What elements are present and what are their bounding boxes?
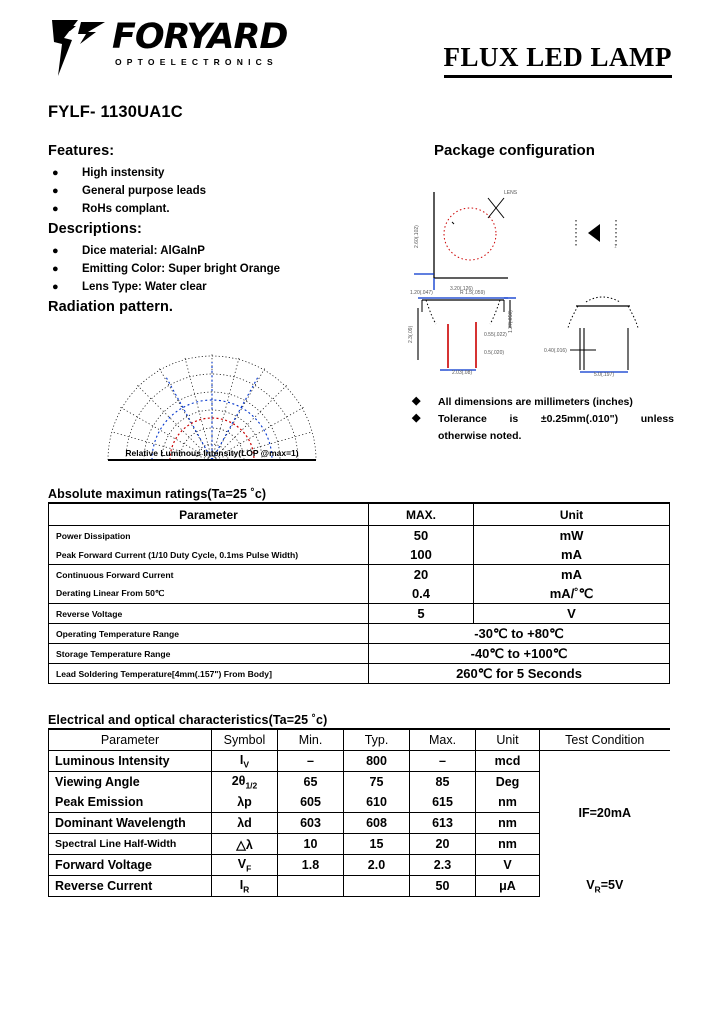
absolute-maximum-ratings-section [48, 487, 669, 684]
row-max: 615 [410, 792, 476, 813]
row-symbol: $V_F$ [212, 855, 278, 876]
column-header-min: Min. [278, 729, 344, 751]
bullet-icon: ● [52, 281, 59, 293]
row-unit: nm [476, 813, 540, 834]
row-symbol: $I_V$ [212, 751, 278, 772]
row-typ: 610 [344, 792, 410, 813]
test-condition-forward: IF=20mA [578, 806, 631, 821]
row-min: 603 [278, 813, 344, 834]
list-item [48, 164, 378, 182]
row-min: 65 [278, 772, 344, 793]
table-header-row [49, 729, 670, 751]
row-max: 85 [410, 772, 476, 793]
row-unit: Deg [476, 772, 540, 793]
svg-text:0.5(.020): 0.5(.020) [484, 350, 505, 356]
note-tolerance [408, 411, 674, 445]
row-value: 260℃ for 5 Seconds [369, 664, 670, 684]
column-header-max: Max. [410, 729, 476, 751]
row-max: 50 [410, 876, 476, 897]
list-item [48, 200, 378, 218]
svg-text:0.40(.016): 0.40(.016) [544, 348, 567, 354]
row-parameter: Dominant Wavelength [49, 813, 212, 834]
list-item [48, 260, 378, 278]
row-typ: 2.0 [344, 855, 410, 876]
row-parameter: Lead Soldering Temperature[4mm(.157") From Body] [49, 664, 369, 684]
row-parameter: Storage Temperature Range [49, 644, 369, 664]
electrical-characteristics-table [48, 728, 670, 897]
row-typ: 15 [344, 834, 410, 855]
row-max: 20 [410, 834, 476, 855]
bullet-icon: ● [52, 245, 59, 257]
diamond-bullet-icon: ◆ [412, 412, 421, 424]
svg-text:R 1.5(.059): R 1.5(.059) [460, 290, 486, 296]
svg-text:5.0(.197): 5.0(.197) [594, 372, 615, 378]
feature-text: RoHs complant. [82, 203, 170, 215]
note-text: All dimensions are millimeters (inches) [438, 396, 633, 408]
row-parameter: Operating Temperature Range [49, 624, 369, 644]
bullet-icon: ● [52, 167, 59, 179]
logo-mark-icon [48, 18, 108, 80]
row-symbol: $2\theta_{1/2}$ [212, 772, 278, 793]
svg-text:LENS: LENS [504, 190, 518, 196]
row-min: 605 [278, 792, 344, 813]
row-symbol: △λ [212, 834, 278, 855]
table-row [49, 545, 670, 565]
column-header-typ: Typ. [344, 729, 410, 751]
table-header-row [49, 503, 670, 526]
row-value: -40℃ to +100℃ [369, 644, 670, 664]
row-parameter: Peak Forward Current (1/10 Duty Cycle, 0.1ms Pulse Width) [49, 545, 369, 565]
row-parameter: Peak Emission [49, 792, 212, 813]
row-unit: mA [474, 565, 670, 585]
top-view-drawing [414, 190, 518, 292]
row-unit: nm [476, 792, 540, 813]
descriptions-heading: Descriptions: [48, 221, 142, 237]
table-row [49, 664, 670, 684]
row-parameter: Luminous Intensity [49, 751, 212, 772]
svg-text:2.03(.08): 2.03(.08) [452, 370, 473, 376]
svg-text:2.3(.09): 2.3(.09) [408, 325, 414, 343]
electrical-characteristics-title: Electrical and optical characteristics(Ta=25 ˚c) [48, 713, 328, 727]
svg-text:1.27(.050): 1.27(.050) [508, 310, 514, 333]
row-max: 2.3 [410, 855, 476, 876]
table-row [49, 565, 670, 585]
row-typ [344, 876, 410, 897]
row-max: 20 [369, 565, 474, 585]
note-text: Tolerance is ±0.25mm(.010") unless [438, 413, 674, 425]
electrical-optical-section [48, 713, 669, 897]
feature-text: High instensity [82, 167, 165, 179]
row-max: 100 [369, 545, 474, 565]
column-header-unit: Unit [474, 503, 670, 526]
table-row [49, 644, 670, 664]
svg-text:0.55(.022): 0.55(.022) [484, 332, 507, 338]
row-parameter: Spectral Line Half-Width [49, 834, 212, 855]
list-item [48, 182, 378, 200]
column-header-max: MAX. [369, 503, 474, 526]
package-configuration-title: Package configuration [434, 142, 595, 159]
description-text: Dice material: AlGaInP [82, 245, 205, 257]
row-min [278, 876, 344, 897]
radiation-pattern-heading: Radiation pattern. [48, 299, 174, 315]
row-value: -30℃ to +80℃ [369, 624, 670, 644]
row-min: 10 [278, 834, 344, 855]
row-parameter: Power Dissipation [49, 526, 369, 546]
diamond-bullet-icon: ◆ [412, 395, 421, 407]
row-min: – [278, 751, 344, 772]
absolute-ratings-table [48, 502, 670, 684]
bullet-icon: ● [52, 263, 59, 275]
list-item [48, 278, 378, 296]
features-list [48, 164, 378, 218]
package-notes [408, 394, 674, 445]
row-unit: mW [474, 526, 670, 546]
side-view-drawing [408, 290, 516, 376]
row-max: 5 [369, 604, 474, 624]
package-drawing [404, 178, 680, 378]
feature-text: General purpose leads [82, 185, 206, 197]
row-parameter: Forward Voltage [49, 855, 212, 876]
bullet-icon: ● [52, 203, 59, 215]
table-row [49, 584, 670, 604]
column-header-symbol: Symbol [212, 729, 278, 751]
note-text-cont: otherwise noted. [438, 430, 522, 442]
part-number: FYLF- 1130UA1C [48, 103, 183, 121]
row-max: – [410, 751, 476, 772]
descriptions-list [48, 242, 378, 296]
table-row [49, 876, 670, 897]
row-unit: μA [476, 876, 540, 897]
features-heading: Features: [48, 143, 115, 159]
row-parameter: Derating Linear From 50℃ [49, 584, 369, 604]
company-logo [48, 18, 288, 80]
column-header-test-condition: Test Condition [540, 729, 670, 751]
table-row [49, 751, 670, 772]
logo-tagline: OPTOELECTRONICS [115, 57, 278, 67]
row-parameter: Reverse Current [49, 876, 212, 897]
note-dimensions [408, 394, 674, 411]
row-unit: V [474, 604, 670, 624]
row-typ: 608 [344, 813, 410, 834]
row-unit: mA/˚℃ [474, 584, 670, 604]
row-parameter: Continuous Forward Current [49, 565, 369, 585]
row-typ: 75 [344, 772, 410, 793]
front-view-drawing [544, 297, 638, 378]
svg-text:3.20(.126): 3.20(.126) [450, 286, 473, 292]
row-max: 613 [410, 813, 476, 834]
row-max: 50 [369, 526, 474, 546]
left-column [48, 143, 378, 315]
row-symbol: λp [212, 792, 278, 813]
table-row [49, 604, 670, 624]
row-parameter: Reverse Voltage [49, 604, 369, 624]
table-row [49, 624, 670, 644]
row-symbol: λd [212, 813, 278, 834]
row-max: 0.4 [369, 584, 474, 604]
test-condition-reverse: $V_R=5V$ [586, 877, 624, 895]
absolute-ratings-title: Absolute maximun ratings(Ta=25 ˚c) [48, 487, 267, 501]
row-min: 1.8 [278, 855, 344, 876]
document-title: FLUX LED LAMP [444, 42, 673, 78]
bullet-icon: ● [52, 185, 59, 197]
page-header [48, 14, 672, 92]
svg-text:1.20(.047): 1.20(.047) [410, 290, 433, 296]
description-text: Emitting Color: Super bright Orange [82, 263, 281, 275]
row-parameter: Viewing Angle [49, 772, 212, 793]
row-unit: mcd [476, 751, 540, 772]
radiation-pattern-caption: Relative Luminous Intensity(LOP @max=1) [125, 448, 299, 458]
end-view-drawing [576, 220, 617, 250]
table-row [49, 526, 670, 546]
svg-text:2.60(.102): 2.60(.102) [414, 225, 420, 248]
row-typ: 800 [344, 751, 410, 772]
column-header-unit: Unit [476, 729, 540, 751]
row-unit: mA [474, 545, 670, 565]
column-header-parameter: Parameter [49, 729, 212, 751]
row-symbol: $I_R$ [212, 876, 278, 897]
row-unit: nm [476, 834, 540, 855]
column-header-parameter: Parameter [49, 503, 369, 526]
description-text: Lens Type: Water clear [82, 281, 207, 293]
list-item [48, 242, 378, 260]
row-unit: V [476, 855, 540, 876]
logo-wordmark: FORYARD [112, 17, 288, 57]
svg-text:1: 1 [614, 244, 617, 250]
